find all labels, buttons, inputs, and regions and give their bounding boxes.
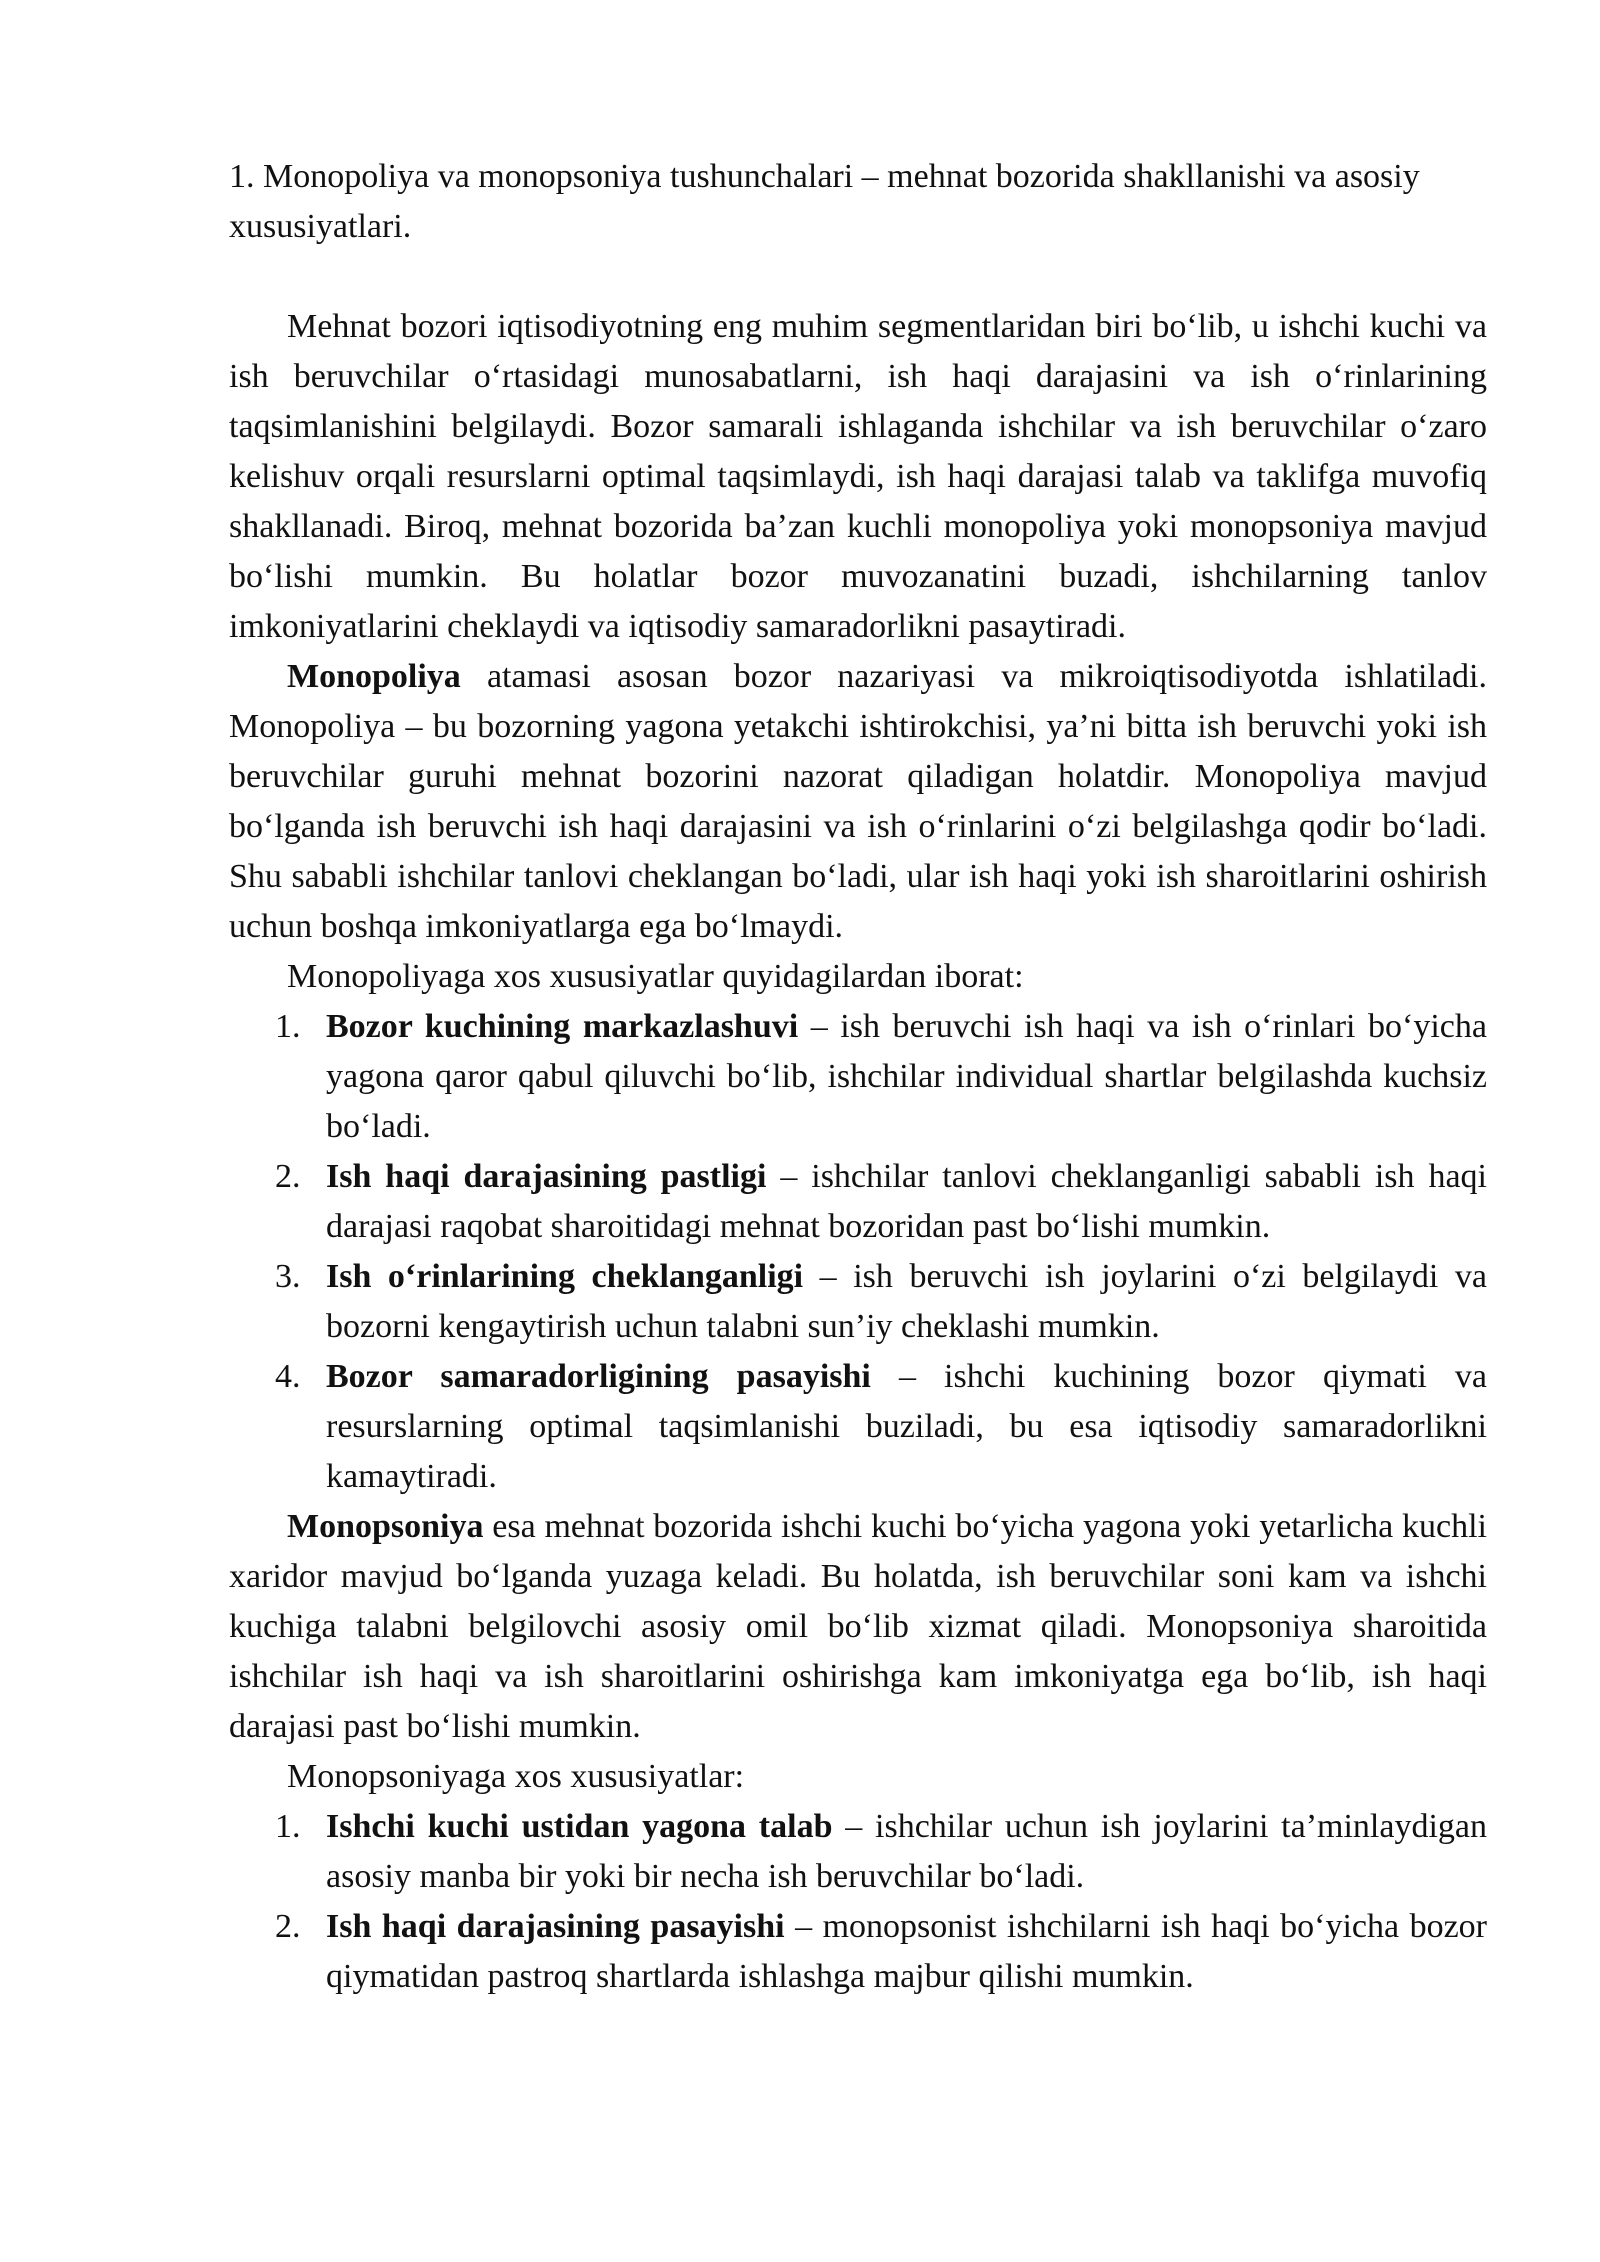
list-item-number: 2.: [275, 1908, 301, 1945]
intro-paragraph: Mehnat bozori iqtisodiyotning eng muhim segmentlaridan biri bo‘lib, u ishchi kuchi va ish beruvchilar o‘rtasidagi munosabatlarni, ish haqi darajasini va ish o‘rinlarining taqsimlanishini belgilaydi. Bozor samarali ishlaganda ishchilar va ish beruvchilar o‘zaro kelishuv orqali resurslarni optimal taqsimlaydi, ish haqi darajasi talab va taklifga muvofiq shakllanadi. Biroq, mehnat bozorida ba’zan kuchli monopoliya yoki monopsoniya mavjud bo‘lishi mumkin. Bu holatlar bozor muvozanatini buzadi, ishchilarning tanlov imkoniyatlarini cheklaydi va iqtisodiy samaradorlikni pasaytiradi.: [229, 308, 1487, 645]
list-item: [229, 1152, 1487, 1252]
list-item: [229, 1802, 1487, 1902]
list-item: [229, 1902, 1487, 2002]
list-item-text: – ishchilar tanlovi cheklanganligi sababli ish haqi darajasi raqobat sharoitidagi mehnat bozoridan past bo‘lishi mumkin.: [326, 1158, 1487, 1245]
list-item-text: – ishchilar uchun ish joylarini ta’minlaydigan asosiy manba bir yoki bir necha ish beruvchilar bo‘ladi.: [326, 1808, 1487, 1895]
list-item-text: – ish beruvchi ish joylarini o‘zi belgilaydi va bozorni kengaytirish uchun talabni sun’iy cheklashi mumkin.: [326, 1258, 1487, 1345]
list-item-term: Ish haqi darajasining pastligi: [326, 1158, 767, 1195]
list-item-term: Bozor samaradorligining pasayishi: [326, 1358, 871, 1395]
list-item: [229, 1252, 1487, 1352]
monopsony-paragraph: [229, 1502, 1487, 1752]
list-item-term: Ish o‘rinlarining cheklanganligi: [326, 1258, 804, 1295]
list-item-number: 3.: [275, 1258, 301, 1295]
monopoly-term: Monopoliya: [287, 658, 461, 695]
monopoly-list-intro: Monopoliyaga xos xususiyatlar quyidagilardan iborat:: [287, 958, 1024, 995]
list-item-number: 4.: [275, 1358, 301, 1395]
list-item-number: 1.: [275, 1808, 301, 1845]
monopsony-text: esa mehnat bozorida ishchi kuchi bo‘yicha yagona yoki yetarlicha kuchli xaridor mavjud bo‘lganda yuzaga keladi. Bu holatda, ish beruvchilar soni kam va ishchi kuchiga talabni belgilovchi asosiy omil bo‘lib xizmat qiladi. Monopsoniya sharoitida ishchilar ish haqi va ish sharoitlarini oshirishga kam imkoniyatga ega bo‘lib, ish haqi darajasi past bo‘lishi mumkin.: [229, 1508, 1487, 1745]
list-item-term: Ishchi kuchi ustidan yagona talab: [326, 1808, 833, 1845]
section-heading: 1. Monopoliya va monopsoniya tushunchalari – mehnat bozorida shakllanishi va asosiy xususiyatlari.: [229, 158, 1420, 245]
list-item-text: – monopsonist ishchilarni ish haqi bo‘yicha bozor qiymatidan pastroq shartlarda ishlashga majbur qilishi mumkin.: [326, 1908, 1488, 1995]
monopsony-list-intro: Monopsoniyaga xos xususiyatlar:: [287, 1758, 745, 1795]
monopsony-term: Monopsoniya: [287, 1508, 484, 1545]
monopsony-features-list: [229, 1802, 1487, 2002]
monopoly-features-list: [229, 1002, 1487, 1502]
list-item: [229, 1002, 1487, 1152]
list-item-term: Bozor kuchining markazlashuvi: [326, 1008, 799, 1045]
list-item-number: 2.: [275, 1158, 301, 1195]
list-item-text: – ish beruvchi ish haqi va ish o‘rinlari bo‘yicha yagona qaror qabul qiluvchi bo‘lib, ishchilar individual shartlar belgilashda kuchsiz bo‘ladi.: [326, 1008, 1487, 1145]
list-item-number: 1.: [275, 1008, 301, 1045]
list-item: [229, 1352, 1487, 1502]
monopoly-paragraph: [229, 652, 1487, 952]
monopoly-text: atamasi asosan bozor nazariyasi va mikroiqtisodiyotda ishlatiladi. Monopoliya – bu bozorning yagona yetakchi ishtirokchisi, ya’ni bitta ish beruvchi yoki ish beruvchilar guruhi mehnat bozorini nazorat qiladigan holatdir. Monopoliya mavjud bo‘lganda ish beruvchi ish haqi darajasini va ish o‘rinlarini o‘zi belgilashga qodir bo‘ladi. Shu sababli ishchilar tanlovi cheklangan bo‘ladi, ular ish haqi yoki ish sharoitlarini oshirish uchun boshqa imkoniyatlarga ega bo‘lmaydi.: [229, 658, 1487, 945]
list-item-text: – ishchi kuchining bozor qiymati va resurslarning optimal taqsimlanishi buziladi, bu esa iqtisodiy samaradorlikni kamaytiradi.: [326, 1358, 1487, 1495]
list-item-term: Ish haqi darajasining pasayishi: [326, 1908, 785, 1945]
